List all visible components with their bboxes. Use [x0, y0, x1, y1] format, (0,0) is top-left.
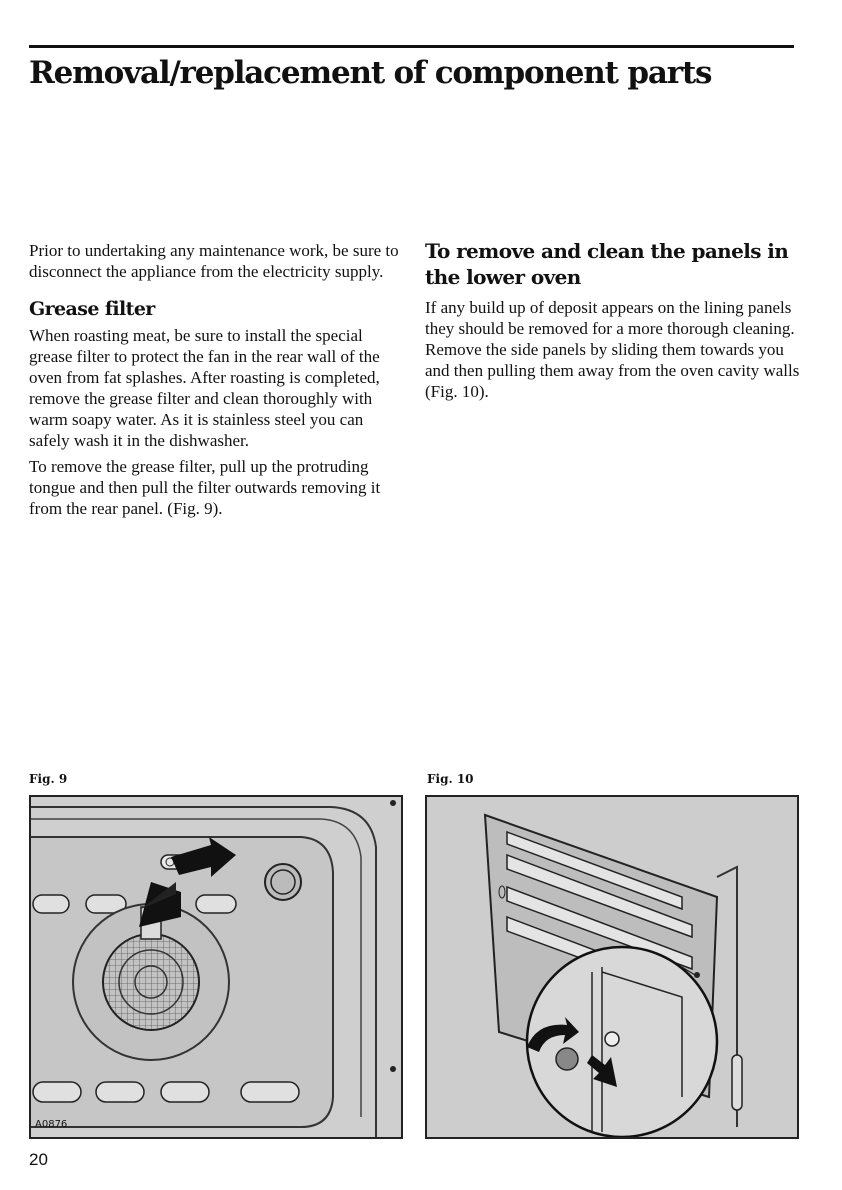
left-column [29, 240, 399, 519]
fig10-label: Fig. 10 [427, 772, 474, 786]
intro-paragraph: Prior to undertaking any maintenance work, be sure to disconnect the appliance from the electricity supply. [29, 241, 399, 281]
page-title: Removal/replacement of component parts [29, 55, 712, 91]
right-column [425, 238, 800, 402]
fig9-drawing [31, 797, 401, 1137]
fig9-grease-filter-illustration [29, 795, 403, 1139]
grease-filter-paragraph-2: To remove the grease filter, pull up the protruding tongue and then pull the filter outwards removing it from the rear panel. (Fig. 9). [29, 457, 381, 518]
title-rule [29, 45, 794, 48]
panels-paragraph-2: Remove the side panels by sliding them towards you and then pulling them away from the oven cavity walls (Fig. 10). [425, 340, 800, 401]
panels-heading: To remove and clean the panels in the lower oven [425, 239, 789, 289]
fig9-label: Fig. 9 [29, 772, 68, 786]
fig9-code: A0876 [35, 1119, 68, 1130]
grease-filter-paragraph-1: When roasting meat, be sure to install the special grease filter to protect the fan in the rear wall of the oven from fat splashes. After roasting is completed, remove the grease filter and clean thoroughly with warm soapy water. As it is stainless steel you can safely wash it in the dishwasher. [29, 326, 380, 450]
fig10-side-panel-illustration [425, 795, 799, 1139]
panels-paragraph-1: If any build up of deposit appears on the lining panels they should be removed for a more thorough cleaning. [425, 298, 795, 338]
grease-filter-heading: Grease filter [29, 298, 155, 320]
fig10-drawing [427, 797, 797, 1137]
page-number: 20 [29, 1150, 48, 1169]
